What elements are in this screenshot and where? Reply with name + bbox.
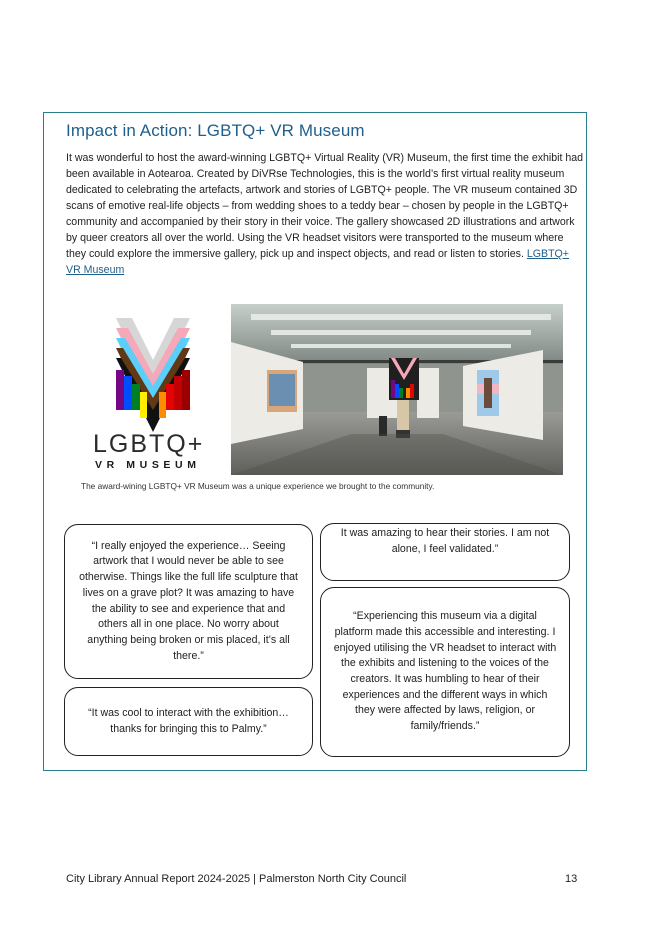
body-paragraph: It was wonderful to host the award-winning LGBTQ+ Virtual Reality (VR) Museum, the first time the exhibit had been available in Aotearoa. Created by DiVRse Technologies, this is the world’s first virtual reality museum dedicated to celebrating the artefacts, artwork and stories of LGBTQ+ people. The VR museum contained 3D scans of emotive real-life objects – from wedding shoes to a teddy bear – chosen by people in the LGBTQ+ community and accompanied by their story in their voice. The gallery showcased 2D illustrations and artwork by queer creators all over the world. Using the VR headset visitors were transported to the museum where they could explore the immersive gallery, pick up and inspect objects, and read or listen to stories. <box>66 152 584 260</box>
logo-subtitle: VR MUSEUM <box>95 459 201 471</box>
quote-text: “I really enjoyed the experience… Seeing artwork that I would never be able to see otherwise. Things like the full life sculpture that lives on a grave plot? It was amazing to have the ability to see and experience that and others all in one place. No worry about anything being broken or mis placed, it’s all there.” <box>79 539 298 662</box>
logo-chevron-stripes <box>116 318 190 432</box>
footer-report-title: City Library Annual Report 2024-2025 | Palmerston North City Council <box>66 873 407 885</box>
quote-card <box>64 687 313 756</box>
quote-card <box>64 524 313 679</box>
photo-caption: The award-wining LGBTQ+ VR Museum was a unique experience we brought to the community. <box>81 481 435 491</box>
vr-gallery-photo <box>231 304 563 475</box>
quote-text: It was amazing to hear their stories. I am not alone, I feel validated.” <box>340 527 550 555</box>
quote-text: “It was cool to interact with the exhibition…thanks for bringing this to Palmy.” <box>88 706 289 735</box>
quote-text: “Experiencing this museum via a digital platform made this accessible and interesting. I enjoyed utilising the VR headset to interact with the exhibits and listening to the voices of the creators. It was humbling to hear of their experiences and the different ways in which they were affected by laws, religion, or family/friends.” <box>333 610 557 733</box>
section-body <box>66 150 584 278</box>
quote-card <box>320 587 570 757</box>
section-title: Impact in Action: LGBTQ+ VR Museum <box>66 121 365 140</box>
quote-card <box>320 523 570 581</box>
logo-wordmark: LGBTQ+ <box>93 430 205 458</box>
footer-page-number: 13 <box>565 873 578 885</box>
vr-museum-link[interactable]: LGBTQ+ VR Museum <box>66 248 569 276</box>
